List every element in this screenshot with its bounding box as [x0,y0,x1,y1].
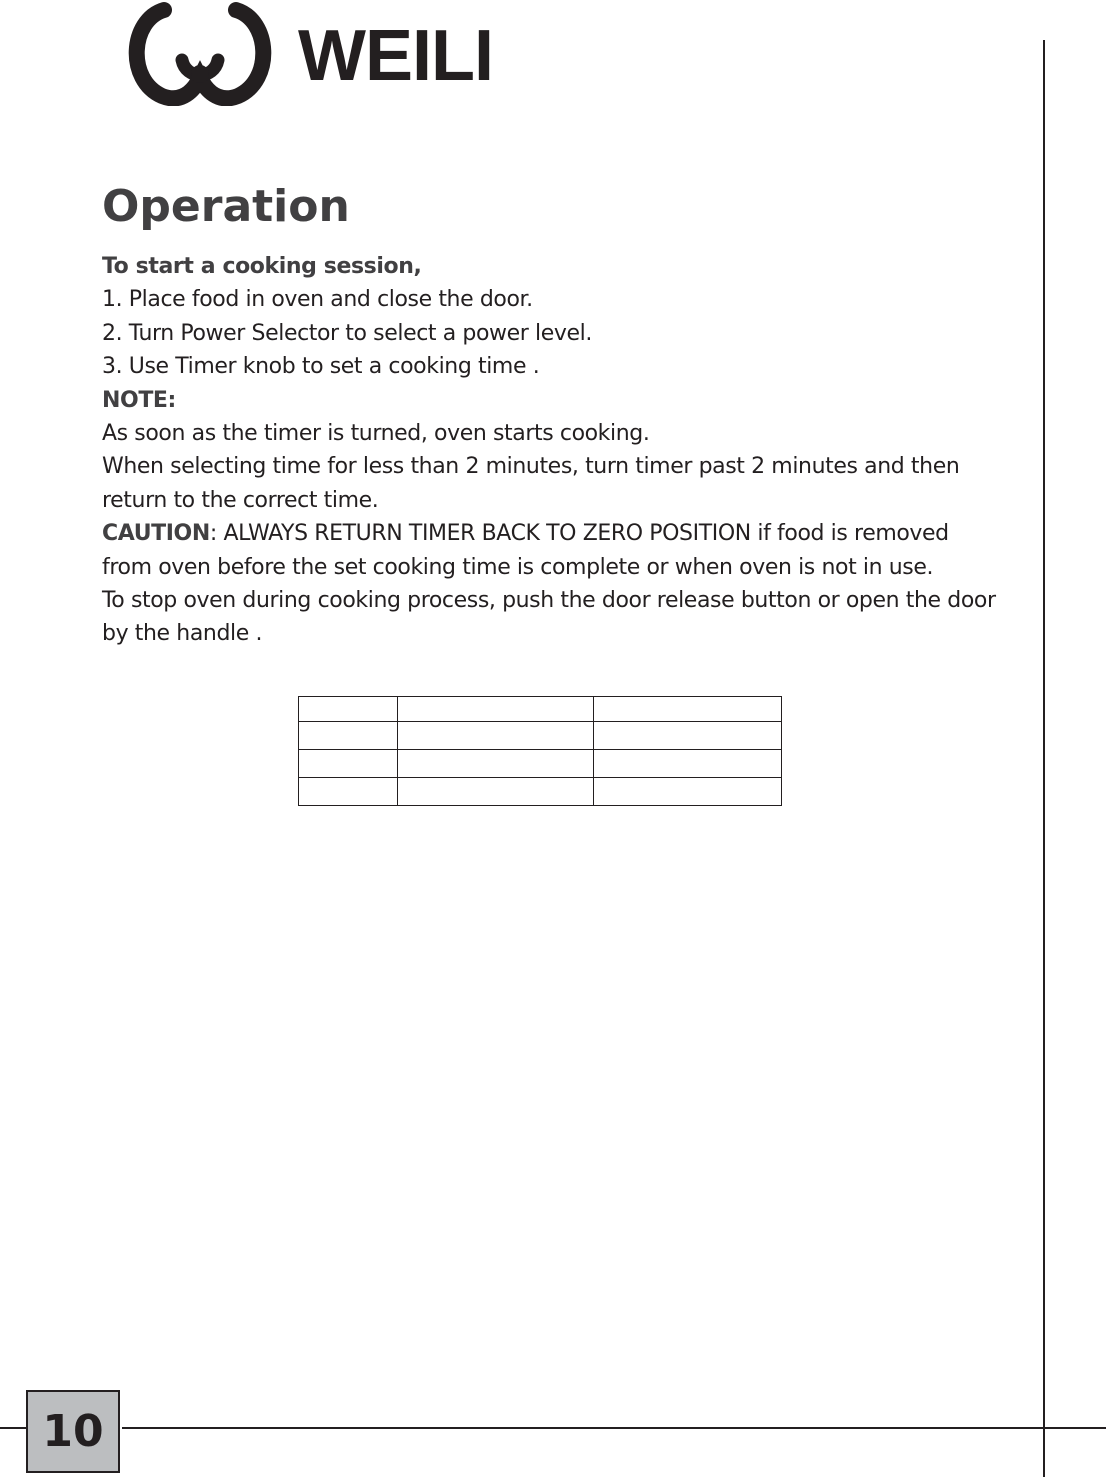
page-number-box [26,1390,120,1473]
table-cell [398,750,594,778]
table-cell [299,750,398,778]
caution-paragraph [102,517,1002,584]
step-2: 2. Turn Power Selector to select a power level. [102,320,592,346]
note-line-2: When selecting time for less than 2 minutes, turn timer past 2 minutes and then return to the correct time. [102,454,960,513]
table-cell [594,750,782,778]
table-cell [594,778,782,806]
table-cell [398,697,594,722]
table-cell [299,697,398,722]
table-row [299,778,782,806]
table-cell [398,778,594,806]
blank-table [298,696,782,806]
table-cell [594,722,782,750]
operation-section [102,178,1002,651]
vertical-divider [1043,40,1045,1477]
table-cell [594,697,782,722]
page-title: Operation [102,181,350,232]
table-cell [398,722,594,750]
step-1: 1. Place food in oven and close the door. [102,287,533,313]
footer-rule-right [122,1427,1106,1429]
weili-logo-icon [122,0,278,106]
table-row [299,750,782,778]
table-row [299,697,782,722]
note-label: NOTE: [102,387,176,413]
table-row [299,722,782,750]
footer-rule-left [0,1427,26,1429]
note-line-1: As soon as the timer is turned, oven starts cooking. [102,421,650,447]
stop-instructions: To stop oven during cooking process, push the door release button or open the door by the handle . [102,588,996,647]
step-3: 3. Use Timer knob to set a cooking time . [102,354,540,380]
brand-wordmark: WEILI [298,16,493,96]
intro-line: To start a cooking session, [102,254,422,279]
page-number: 10 [42,1406,104,1457]
table-cell [299,778,398,806]
table-cell [299,722,398,750]
caution-label: CAUTION [102,521,210,547]
caution-text: : ALWAYS RETURN TIMER BACK TO ZERO POSITION if food is removed from oven before the set cooking time is complete or when oven is not in use. [102,521,949,580]
brand-logo [118,0,528,108]
